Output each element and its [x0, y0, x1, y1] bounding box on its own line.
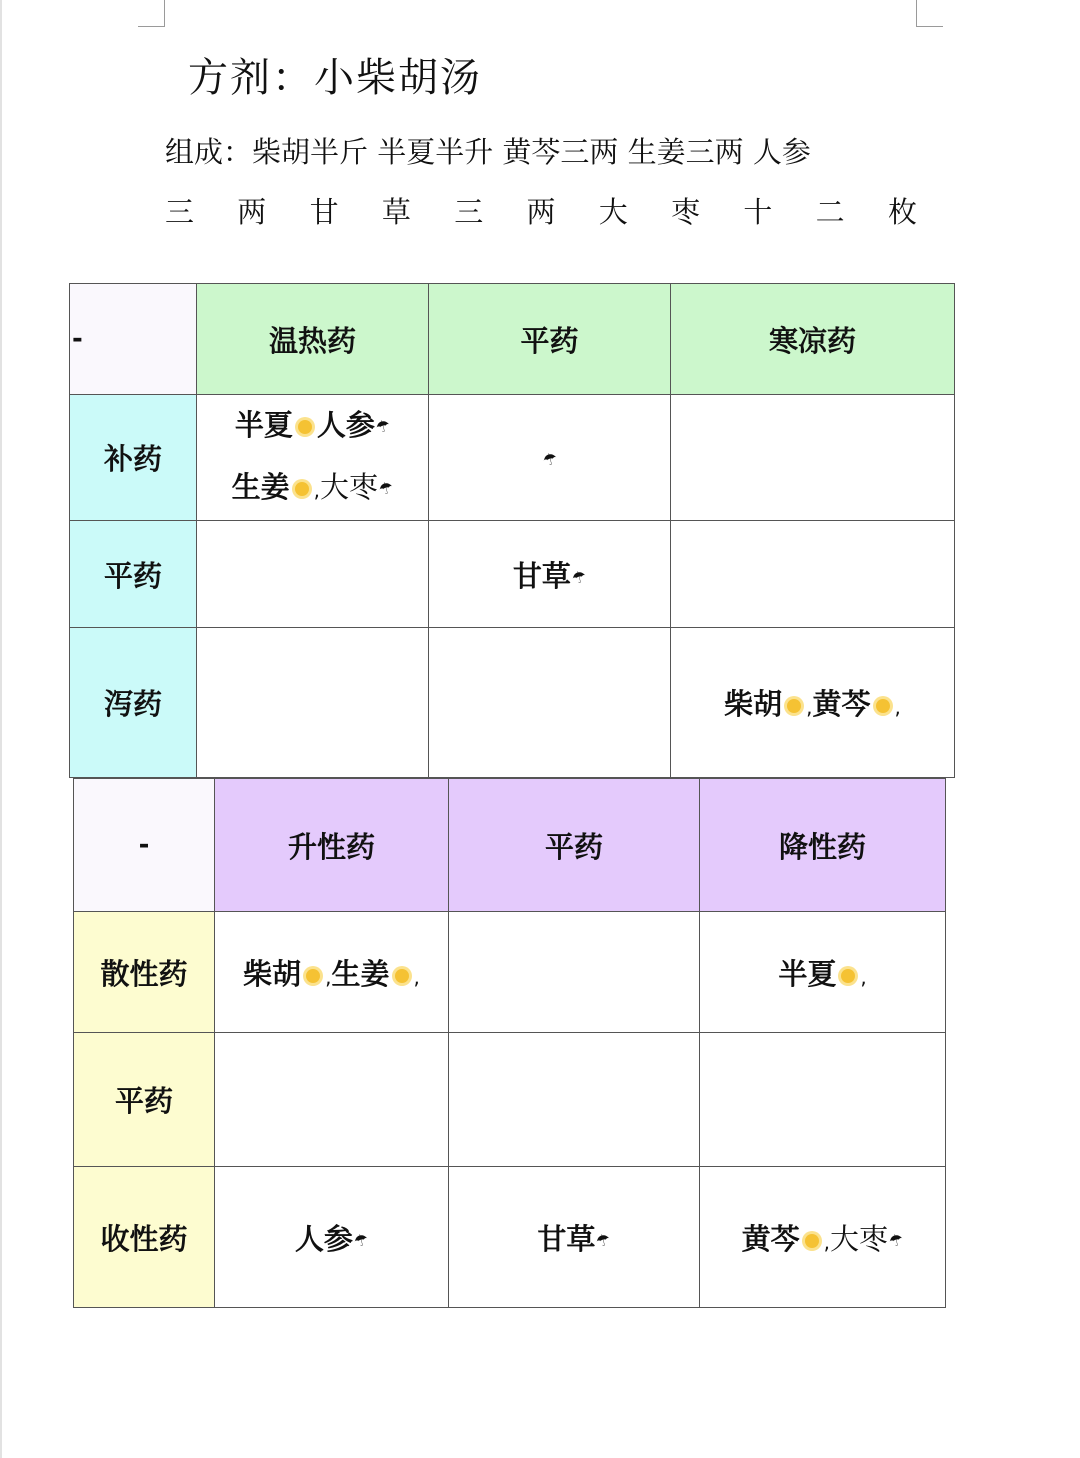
- composition-line-1: 组成：柴胡半斤 半夏半升 黄芩三两 生姜三两 人参: [165, 135, 811, 169]
- sun-icon: [876, 699, 890, 713]
- table-cell: [215, 1033, 449, 1167]
- umbrella-icon: ☂: [886, 1229, 906, 1252]
- umbrella-icon: ☂: [373, 415, 393, 438]
- direction-table: [73, 778, 946, 1308]
- composition-char: 枚: [887, 195, 917, 229]
- sun-icon: [306, 969, 320, 983]
- table-cell: [197, 395, 429, 521]
- umbrella-icon: ☂: [351, 1229, 371, 1252]
- table-header-row: [70, 284, 955, 395]
- page-title: 方剂：小柴胡汤: [188, 55, 482, 101]
- herb-line: [197, 457, 428, 520]
- comma-separator: ,: [806, 695, 813, 719]
- herb-name: 人参: [316, 408, 375, 442]
- table-cell: [700, 1167, 946, 1308]
- composition-char: 二: [815, 195, 845, 229]
- table-cell: [449, 1033, 700, 1167]
- row-header-dispersing: 散性药: [74, 912, 215, 1033]
- sun-icon: [841, 969, 855, 983]
- col-header-warm: 温热药: [197, 284, 429, 395]
- herb-name: 大枣: [830, 1221, 889, 1256]
- crop-mark-left: [138, 0, 165, 27]
- comma-separator: ,: [823, 1229, 830, 1254]
- table-corner: -: [70, 284, 197, 395]
- table-cell: [197, 628, 429, 778]
- row-header-neutral: 平药: [74, 1033, 215, 1167]
- col-header-neutral: 平药: [429, 284, 671, 395]
- table-row: [70, 628, 955, 778]
- col-header-rising: 升性药: [215, 779, 449, 912]
- herb-name: 生姜: [231, 470, 290, 504]
- herb-name: 甘草: [537, 1221, 596, 1256]
- herb-name: 黄芩: [812, 687, 871, 721]
- composition-char: 甘: [309, 195, 339, 229]
- table-row: [74, 1033, 946, 1167]
- umbrella-icon: ☂: [594, 1229, 613, 1252]
- row-header-astringing: 收性药: [74, 1167, 215, 1308]
- table-cell: [429, 628, 671, 778]
- table-cell: [671, 395, 955, 521]
- table-row: [70, 521, 955, 628]
- composition-char: 两: [237, 195, 267, 229]
- composition-char: 十: [743, 195, 773, 229]
- umbrella-icon: ☂: [376, 477, 396, 500]
- table-header-row: [74, 779, 946, 912]
- table-cell: [671, 628, 955, 778]
- comma-separator: ,: [325, 964, 332, 989]
- table-row: [70, 395, 955, 521]
- row-header-drain: 泻药: [70, 628, 197, 778]
- table-corner: -: [74, 779, 215, 912]
- sun-icon: [295, 482, 309, 496]
- table-cell: [429, 395, 671, 521]
- herb-name: 生姜: [331, 956, 390, 991]
- col-header-neutral: 平药: [449, 779, 700, 912]
- herb-name: 甘草: [512, 558, 571, 593]
- herb-name: 黄芩: [741, 1221, 800, 1256]
- sun-icon: [395, 969, 409, 983]
- row-header-neutral: 平药: [70, 521, 197, 628]
- table-cell: [215, 912, 449, 1033]
- herb-line: [197, 395, 428, 457]
- table-cell: [700, 1033, 946, 1167]
- composition-char: 三: [165, 195, 195, 229]
- table-cell: [700, 912, 946, 1033]
- comma-separator: ,: [894, 695, 901, 719]
- herb-name: 大枣: [320, 470, 379, 504]
- composition-char: 草: [381, 195, 411, 229]
- composition-char: 三: [454, 195, 484, 229]
- table-cell: [671, 521, 955, 628]
- sun-icon: [805, 1234, 819, 1248]
- comma-separator: ,: [860, 964, 867, 989]
- herb-name: 半夏: [234, 408, 293, 442]
- col-header-cold: 寒凉药: [671, 284, 955, 395]
- table-cell: [197, 521, 429, 628]
- composition-char: 两: [526, 195, 556, 229]
- herb-name: 半夏: [778, 956, 837, 991]
- composition-char: 枣: [671, 195, 701, 229]
- composition-line-2: [165, 190, 917, 231]
- composition-char: 大: [598, 195, 628, 229]
- sun-icon: [787, 699, 801, 713]
- comma-separator: ,: [413, 964, 420, 989]
- umbrella-icon: ☂: [540, 448, 560, 471]
- herb-name: 柴胡: [243, 956, 302, 991]
- herb-name: 柴胡: [724, 687, 783, 721]
- page-edge: [0, 0, 2, 1458]
- table-cell: [215, 1167, 449, 1308]
- table-row: [74, 1167, 946, 1308]
- nature-table: [69, 283, 955, 778]
- table-cell: [449, 912, 700, 1033]
- crop-mark-right: [916, 0, 943, 27]
- sun-icon: [298, 420, 312, 434]
- table-cell: [449, 1167, 700, 1308]
- row-header-tonify: 补药: [70, 395, 197, 521]
- table-cell: [429, 521, 671, 628]
- table-row: [74, 912, 946, 1033]
- comma-separator: ,: [313, 478, 320, 502]
- umbrella-icon: ☂: [569, 566, 589, 589]
- herb-name: 人参: [294, 1221, 353, 1256]
- col-header-sinking: 降性药: [700, 779, 946, 912]
